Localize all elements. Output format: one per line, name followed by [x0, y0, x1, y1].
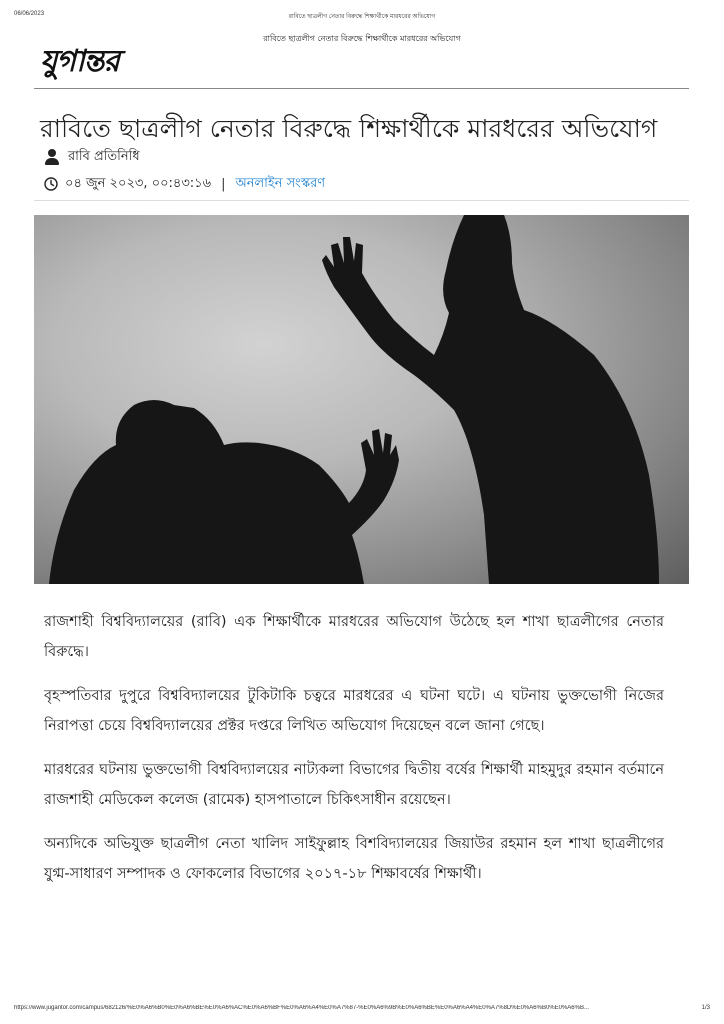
author-name: রাবি প্রতিনিধি	[68, 148, 140, 164]
meta-divider	[34, 200, 689, 201]
site-logo[interactable]: যুগান্তর	[40, 44, 119, 79]
header-divider	[34, 88, 689, 89]
print-page-number: 1/3	[701, 1005, 710, 1011]
user-icon	[44, 149, 60, 165]
article-paragraph: অন্যদিকে অভিযুক্ত ছাত্রলীগ নেতা খালিদ সাইফুল্লাহ বিশবিদ্যালয়ের জিয়াউর রহমান হল শাখা ছাত্রলীগের যুগ্ম-সাধারণ সম্পাদক ও ফোকলোর বিভাগের ২০১৭-১৮ শিক্ষাবর্ষের শিক্ষার্থী।	[44, 836, 664, 882]
print-url: https://www.jugantor.com/campus/682126/%E0%A6%B0%E0%A6%BE%E0%A6%AC%E0%A6%BF%E0%A6%A4%E0%A7%87-%E0%A6%9B%E0%A6%BE%E0%A6%A4%E0%A7%8D%E0%A6%B0%E0%A6%B...	[14, 1005, 589, 1011]
article-paragraph: বৃহস্পতিবার দুপুরে বিশ্ববিদ্যালয়ের টুকিটাকি চত্বরে মারধরের এ ঘটনা ঘটে। এ ঘটনায় ভুক্তভোগী নিজের নিরাপত্তা চেয়ে বিশ্ববিদ্যালয়ের প্রক্টর দপ্তরে লিখিত অভিযোগ দিয়েছেন বলে জানা গেছে।	[44, 688, 664, 734]
edition-link[interactable]: অনলাইন সংস্করণ	[235, 175, 326, 191]
article-photo	[34, 215, 689, 584]
print-footer	[14, 1005, 710, 1015]
article-headline: রাবিতে ছাত্রলীগ নেতার বিরুদ্ধে শিক্ষার্থীকে মারধরের অভিযোগ	[40, 113, 658, 143]
article-body	[44, 607, 664, 903]
article-paragraph: মারধরের ঘটনায় ভুক্তভোগী বিশ্ববিদ্যালয়ের নাট্যকলা বিভাগের দ্বিতীয় বর্ষের শিক্ষার্থী মাহমুদুর রহমান বর্তমানে রাজশাহী মেডিকেল কলেজ (রামেক) হাসপাতালে চিকিৎসাধীন রয়েছেন।	[44, 762, 664, 808]
publish-datetime: ০৪ জুন ২০২৩, ০০:৪৩:১৬	[65, 175, 212, 191]
clock-icon	[44, 177, 58, 191]
author-line	[44, 146, 140, 168]
print-title: রাবিতে ছাত্রলীগ নেতার বিরুদ্ধে শিক্ষার্থীকে মারধরের অভিযোগ	[288, 14, 436, 20]
print-date: 06/06/2023	[14, 11, 45, 17]
page-subtitle: রাবিতে ছাত্রলীগ নেতার বিরুদ্ধে শিক্ষার্থীকে মারধরের অভিযোগ	[263, 34, 461, 43]
article-paragraph: রাজশাহী বিশ্ববিদ্যালয়ের (রাবি) এক শিক্ষার্থীকে মারধরের অভিযোগ উঠেছে হল শাখা ছাত্রলীগের নেতার বিরুদ্ধে।	[44, 614, 664, 660]
print-header	[14, 11, 710, 21]
dateline	[44, 173, 325, 195]
dateline-separator: |	[221, 176, 226, 192]
photo-silhouettes	[34, 215, 689, 584]
